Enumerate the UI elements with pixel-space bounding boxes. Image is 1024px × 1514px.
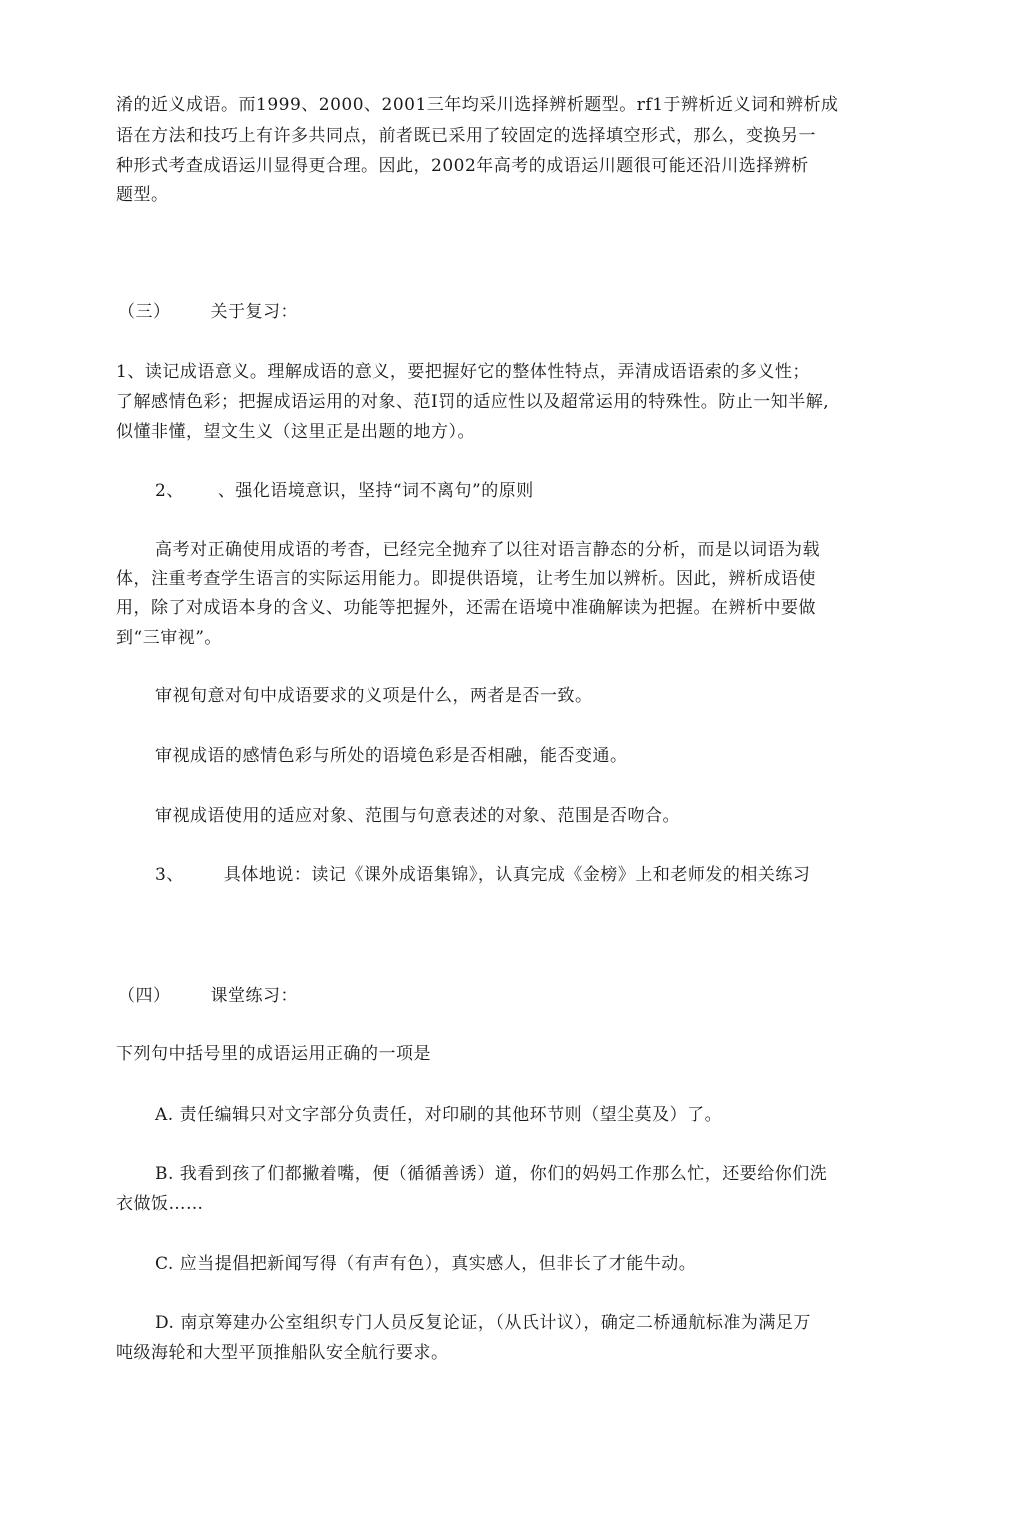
item-number: 3、: [155, 865, 184, 885]
check-item: 审视成语使用的适应对象、范围与句意表述的对象、范围是否吻合。: [155, 806, 680, 826]
section-title: 课堂练习：: [210, 986, 298, 1006]
option-b-line: B. 我看到孩了们都撇着嘴，便（循循善诱）道，你们的妈妈工作那么忙，还要给你们洗: [155, 1164, 828, 1184]
para2-line: 用，除了对成语本身的含义、功能等把握外，还需在语境中准确解读为把握。在辨析中要做: [116, 598, 816, 618]
intro-line: 语在方法和技巧上有许多共同点，前者既已采用了较固定的选择填空形式，那么，变换另一: [116, 126, 816, 146]
intro-line: 种形式考查成语运川显得更合理。因此，2002年高考的成语运川题很可能还沿川选择辨析: [116, 156, 809, 176]
check-item: 审视旬意对旬中成语要求的义项是什么，两者是否一致。: [155, 686, 593, 706]
item-text: 具体地说：读记《课外成语集锦》，认真完成《金榜》上和老师发的相关练习: [223, 865, 811, 885]
intro-line: 淆的近义成语。而1999、2000、2001三年均采川选择辨析题型。rf1于辨析近义词和辨析成: [116, 95, 839, 115]
option-d-line: D. 南京筹建办公室组织专门人员反复论证，（从氏计议），确定二桥通航标准为满足万: [155, 1313, 811, 1333]
section-number: （四）: [118, 986, 171, 1006]
question-stem: 下列句中括号里的成语运用正确的一项是: [116, 1044, 431, 1064]
para2-line: 高考对正确使用成语的考杳，已经完全抛弃了以往对语言静态的分析，而是以词语为载: [155, 540, 820, 560]
option-b-line: 衣做饭……: [116, 1194, 204, 1214]
para2-line: 到“三审视”。: [116, 628, 222, 648]
item2-heading: [155, 479, 534, 503]
section-title: 关于复习：: [210, 302, 298, 322]
item1-line: 似懂非懂，望文生义（这里正是出题的地方）。: [116, 422, 475, 442]
item-number: 2、: [155, 481, 184, 501]
intro-line: 题型。: [116, 185, 169, 205]
section-number: （三）: [118, 302, 171, 322]
check-item: 审视成语的感情色彩与所处的语境色彩是否相融，能否变通。: [155, 746, 628, 766]
para2-line: 体，注重考查学生语言的实际运用能力。即提供语境，让考生加以辨析。因此，辨析成语使: [116, 569, 816, 589]
item3: [155, 863, 810, 887]
option-c: C. 应当提倡把新闻写得（有声有色），真实感人，但非长了才能牛动。: [155, 1254, 697, 1274]
item1-line: 了解感情色彩；把握成语运用的对象、范I罚的适应性以及超常运用的特殊性。防止一知半解,: [116, 392, 830, 412]
option-a: A. 责任编辑只对文字部分负责任，对印刷的其他环节则（望尘莫及）了。: [155, 1105, 723, 1125]
section-heading-3: [118, 300, 298, 324]
section-heading-4: [118, 984, 298, 1008]
option-d-line: 吨级海轮和大型平顶推船队安全航行要求。: [116, 1343, 449, 1363]
item-title: 、强化语境意识，坚持“词不离句”的原则: [217, 481, 534, 501]
item1-line: 1、读记成语意义。理解成语的意义，要把握好它的整体性特点，弄清成语语索的多义性；: [116, 362, 810, 382]
